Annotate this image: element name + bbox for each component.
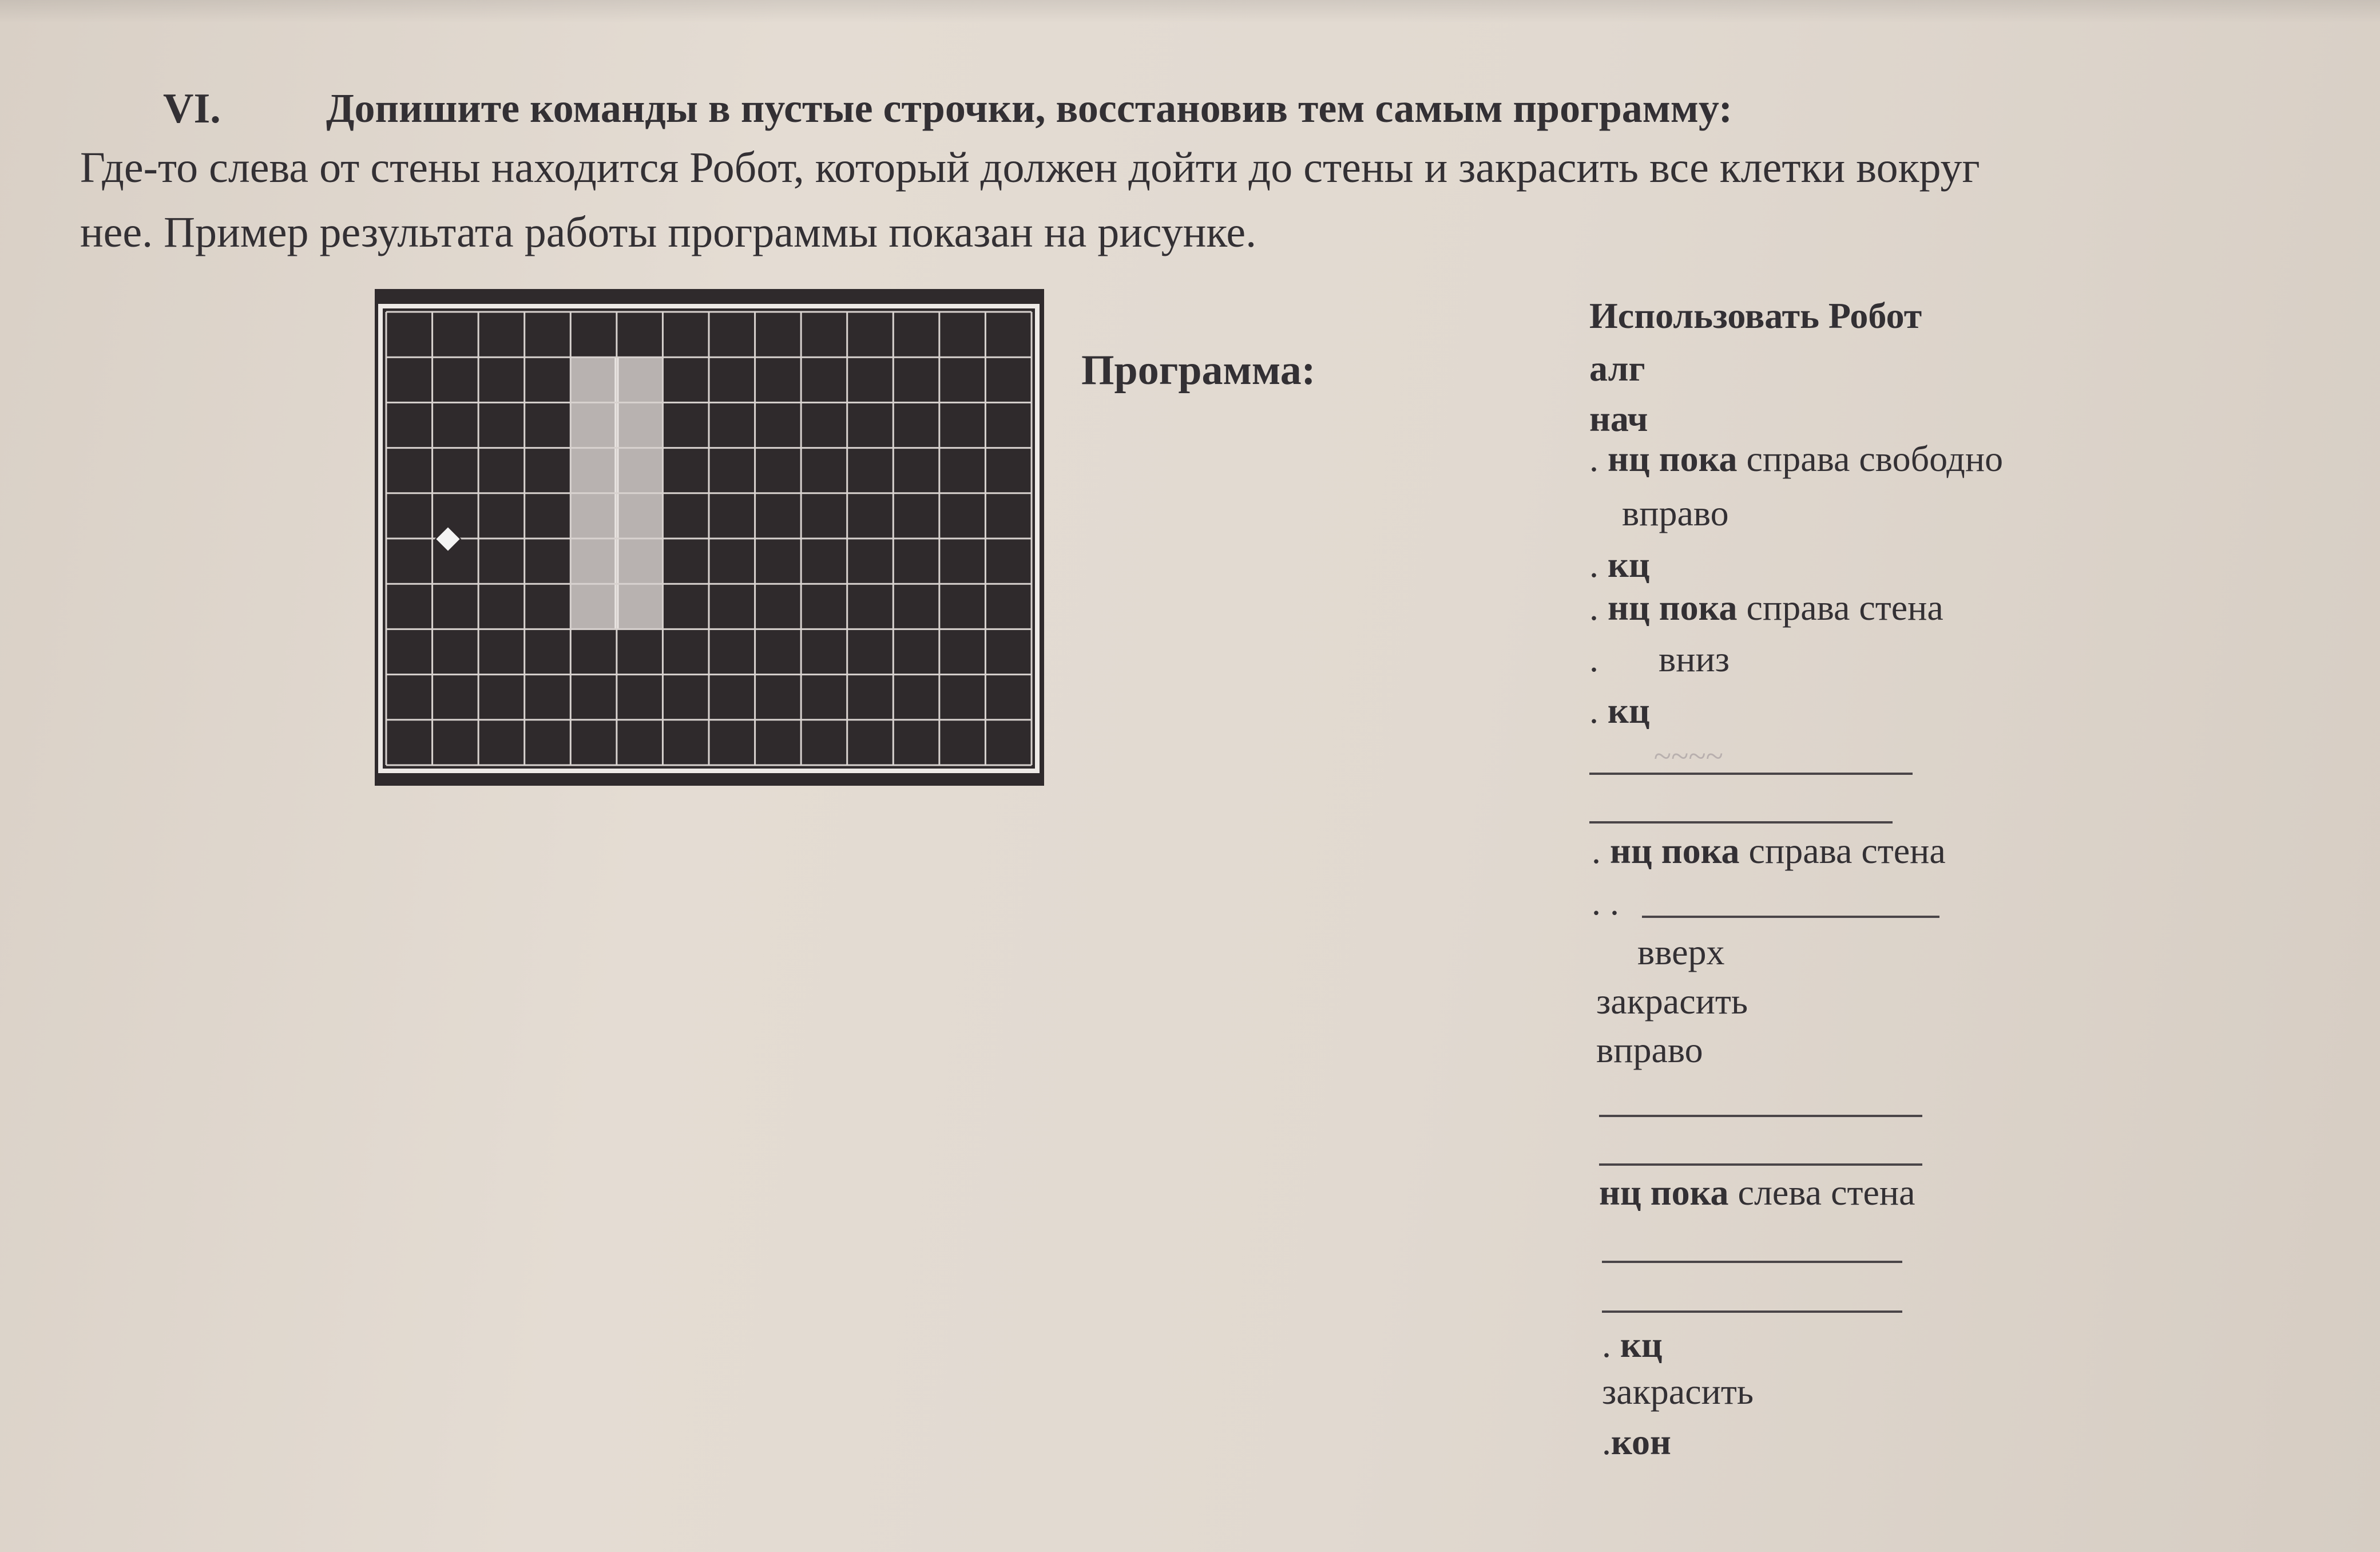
painted-cell: [617, 584, 663, 629]
code-line-right-2: вправо: [1596, 1030, 1703, 1070]
code-line-kon: .кон: [1602, 1422, 1671, 1462]
code-line-up: вверх: [1637, 932, 1725, 972]
code-line-end-loop-1: . кц: [1589, 544, 1650, 585]
code-line-nested-dots: . .: [1592, 882, 1619, 923]
painted-cell: [617, 448, 663, 493]
robot-field-figure: [375, 289, 1044, 786]
painted-cell: [617, 402, 663, 448]
painted-cell: [570, 584, 617, 629]
task-number: VI.: [163, 85, 221, 132]
painted-cell: [570, 402, 617, 448]
code-line-end-loop-3: . кц: [1602, 1324, 1663, 1365]
painted-cell: [617, 539, 663, 584]
answer-blank-3[interactable]: [1642, 916, 1939, 918]
answer-blank-4[interactable]: [1599, 1115, 1922, 1117]
painted-cell: [617, 357, 663, 402]
task-title: Допишите команды в пустые строчки, восстановив тем самым программу:: [326, 85, 1732, 131]
task-description-line-2: нее. Пример результата работы программы показан на рисунке.: [80, 208, 1257, 256]
code-line-right: вправо: [1622, 493, 1729, 533]
answer-blank-5[interactable]: [1599, 1163, 1922, 1166]
program-label: Программа:: [1081, 347, 1316, 394]
code-line-down: . вниз: [1589, 639, 1730, 679]
code-line-paint-2: закрасить: [1602, 1371, 1754, 1412]
answer-blank-2[interactable]: [1589, 821, 1893, 823]
answer-blank-6[interactable]: [1602, 1261, 1902, 1263]
faint-handwriting: ~~~~: [1653, 739, 1723, 774]
code-line-nach: нач: [1589, 398, 1648, 439]
code-line-paint-1: закрасить: [1596, 981, 1748, 1022]
painted-cell: [570, 357, 617, 402]
page-shadow: [0, 0, 2380, 23]
answer-blank-7[interactable]: [1602, 1311, 1902, 1313]
code-line-loop-right-wall-1: . нц пока справа стена: [1589, 587, 1943, 628]
code-line-loop-left-wall: нц пока слева стена: [1599, 1172, 1915, 1213]
code-line-alg: алг: [1589, 348, 1645, 389]
code-line-loop-right-free: . нц пока справа свободно: [1589, 438, 2004, 479]
painted-cell: [617, 493, 663, 539]
painted-cell: [570, 448, 617, 493]
code-line-end-loop-2: . кц: [1589, 690, 1650, 731]
task-description-line-1: Где-то слева от стены находится Робот, который должен дойти до стены и закрасить все клетки вокруг: [80, 144, 1980, 192]
code-line-use-robot: Использовать Робот: [1589, 295, 1922, 336]
code-line-loop-right-wall-2: . нц пока справа стена: [1592, 830, 1946, 871]
answer-blank-1[interactable]: [1589, 773, 1913, 775]
painted-cell: [570, 493, 617, 539]
painted-cell: [570, 539, 617, 584]
